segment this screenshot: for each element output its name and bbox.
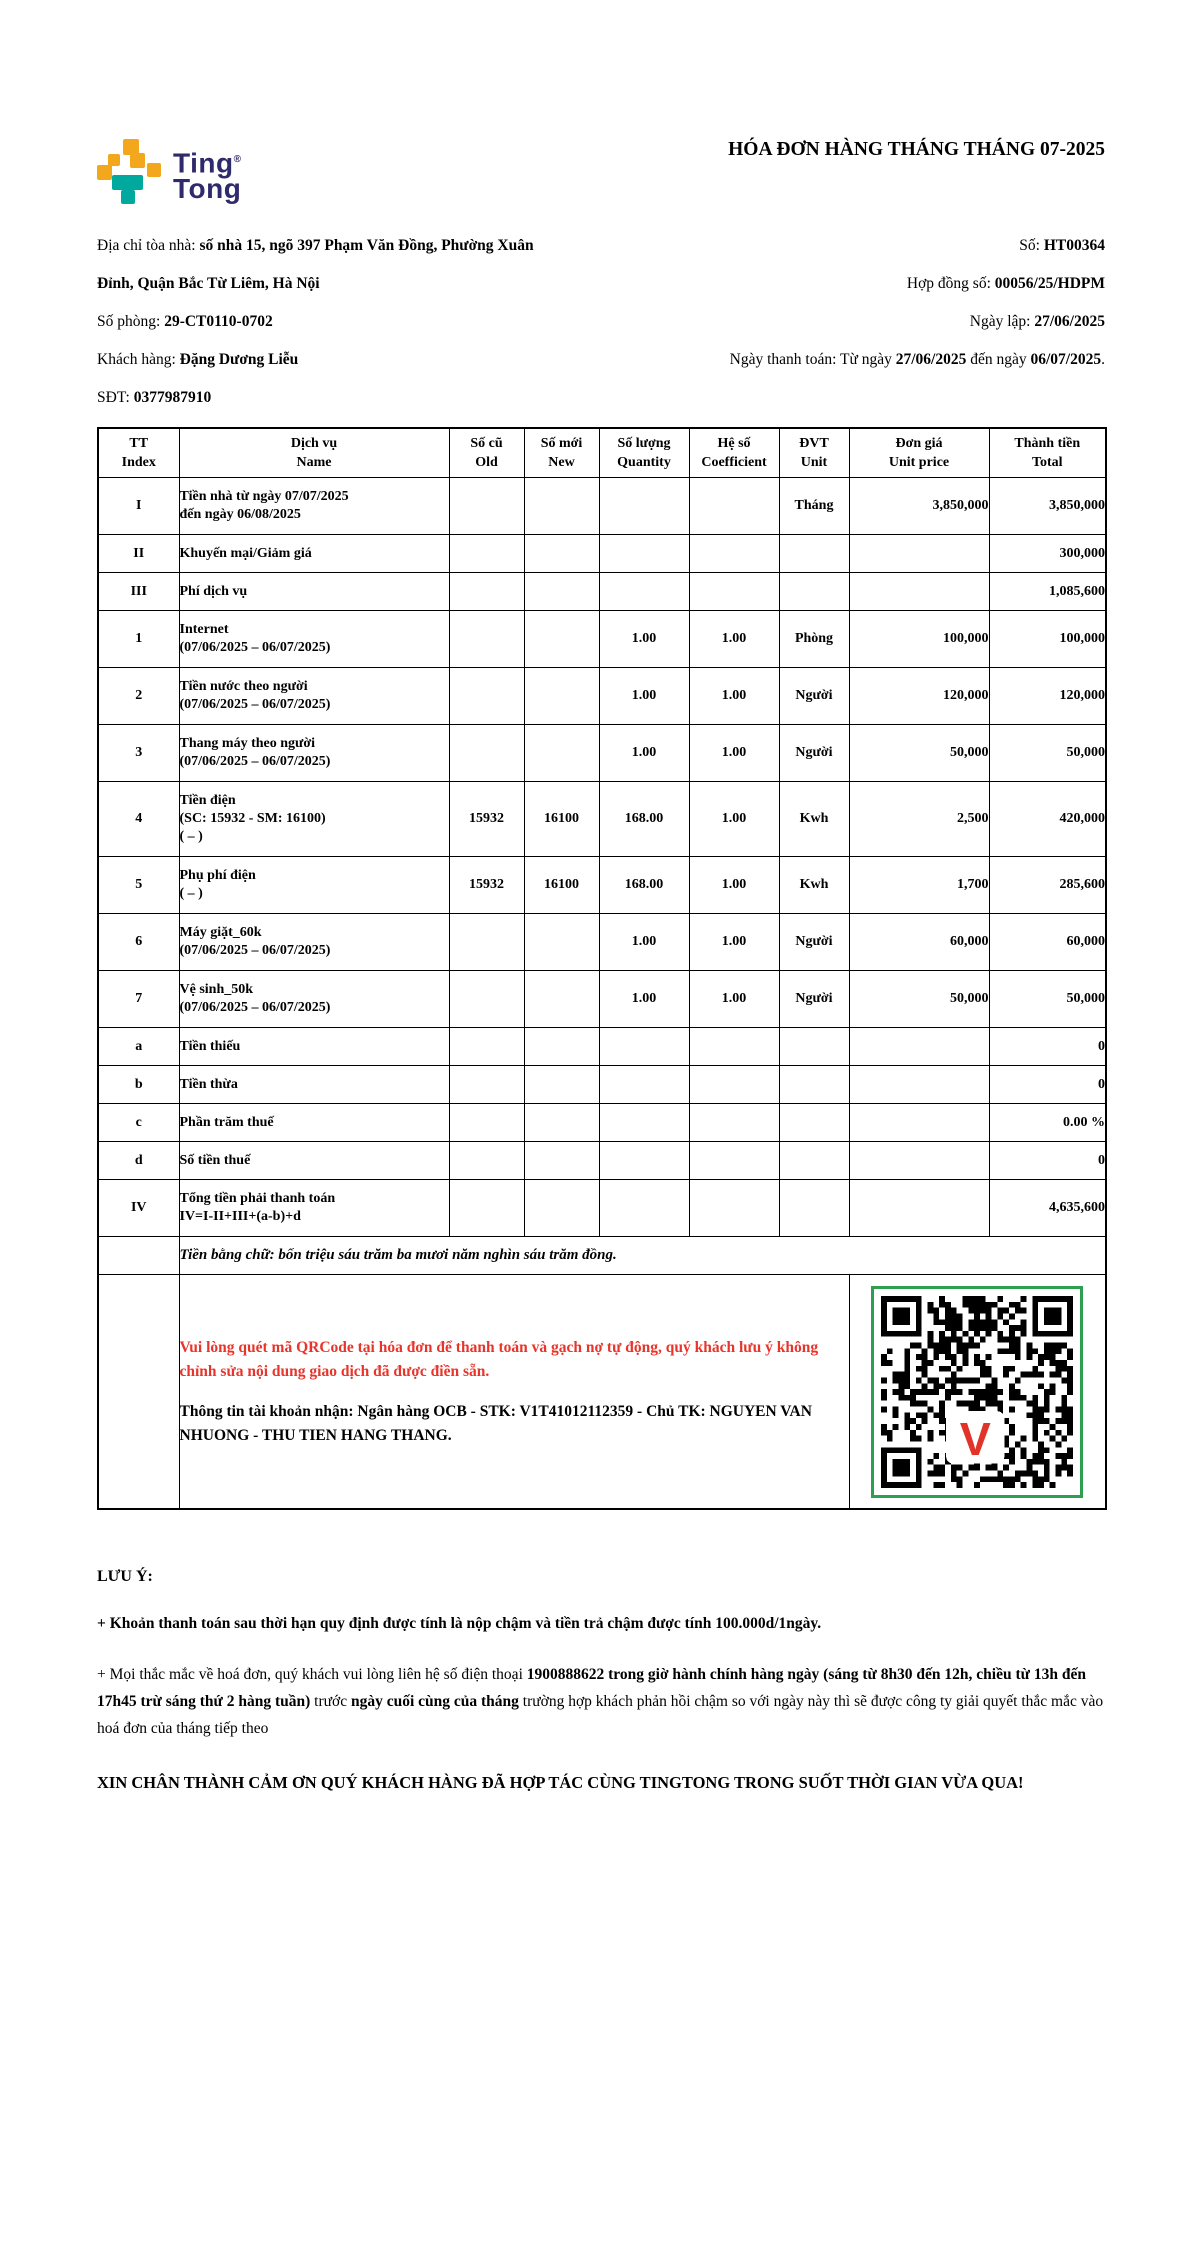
- cell-coef: [689, 573, 779, 611]
- cell-tt: [98, 1275, 179, 1510]
- table-header-cell: ĐVT Unit: [779, 428, 849, 478]
- cell-qty: [599, 1066, 689, 1104]
- table-row: [98, 914, 1106, 971]
- footer-note-late-fee: + Khoản thanh toán sau thời hạn quy định được tính là nộp chậm và tiền trả chậm được tính 100.000d/1ngày.: [97, 1615, 822, 1632]
- cell-tt: a: [98, 1028, 179, 1066]
- cell-qty: 1.00: [599, 914, 689, 971]
- header: [97, 95, 1105, 205]
- cell-unit: Phòng: [779, 611, 849, 668]
- info-line-left: Đỉnh, Quận Bắc Từ Liêm, Hà Nội: [97, 275, 320, 292]
- info-row: [97, 379, 1105, 417]
- cell-new: [524, 478, 599, 535]
- cell-price: 50,000: [849, 971, 989, 1028]
- cell-coef: [689, 1104, 779, 1142]
- qr-account-info: Thông tin tài khoản nhận: Ngân hàng OCB - STK: V1T41012112359 - Chủ TK: NGUYEN VAN NHUONG - THU TIEN HANG THANG.: [179, 1402, 812, 1444]
- cell-coef: 1.00: [689, 668, 779, 725]
- table-row: [98, 611, 1106, 668]
- table-header-cell: Số mới New: [524, 428, 599, 478]
- cell-total: 4,635,600: [989, 1180, 1106, 1237]
- cell-price: [849, 1104, 989, 1142]
- cell-total: 0: [989, 1028, 1106, 1066]
- cell-old: 15932: [449, 782, 524, 857]
- cell-price: 100,000: [849, 611, 989, 668]
- cell-qty: 1.00: [599, 725, 689, 782]
- cell-new: [524, 573, 599, 611]
- amount-in-words-row: [98, 1237, 1106, 1275]
- info-line-left: Khách hàng: Đặng Dương Liễu: [97, 351, 299, 368]
- cell-price: [849, 1180, 989, 1237]
- cell-qty: [599, 1180, 689, 1237]
- cell-old: [449, 914, 524, 971]
- cell-name: Tiền nước theo người (07/06/2025 – 06/07/2025): [179, 668, 449, 725]
- cell-coef: 1.00: [689, 611, 779, 668]
- cell-new: [524, 611, 599, 668]
- table-header-row: [98, 428, 1106, 478]
- cell-old: 15932: [449, 857, 524, 914]
- table-row: [98, 725, 1106, 782]
- cell-tt: c: [98, 1104, 179, 1142]
- cell-name: Internet (07/06/2025 – 06/07/2025): [179, 611, 449, 668]
- tingtong-pixel-tree-icon: [97, 139, 161, 205]
- cell-unit: Người: [779, 725, 849, 782]
- cell-total: 285,600: [989, 857, 1106, 914]
- cell-tt: 3: [98, 725, 179, 782]
- cell-name: Phí dịch vụ: [179, 573, 449, 611]
- cell-qty: [599, 573, 689, 611]
- cell-total: 100,000: [989, 611, 1106, 668]
- cell-price: [849, 1028, 989, 1066]
- logo-wordmark: [173, 147, 242, 205]
- cell-coef: 1.00: [689, 857, 779, 914]
- cell-tt: 6: [98, 914, 179, 971]
- cell-new: [524, 971, 599, 1028]
- cell-coef: [689, 535, 779, 573]
- cell-qty: [599, 1142, 689, 1180]
- cell-price: [849, 1142, 989, 1180]
- cell-price: 60,000: [849, 914, 989, 971]
- cell-unit: Người: [779, 914, 849, 971]
- table-header-cell: Đơn giá Unit price: [849, 428, 989, 478]
- cell-coef: [689, 1028, 779, 1066]
- cell-coef: [689, 478, 779, 535]
- cell-name: Tiền thừa: [179, 1066, 449, 1104]
- logo-line1: Ting: [173, 147, 234, 179]
- cell-name: Tiền nhà từ ngày 07/07/2025 đến ngày 06/08/2025: [179, 478, 449, 535]
- cell-total: 420,000: [989, 782, 1106, 857]
- cell-name: Máy giặt_60k (07/06/2025 – 06/07/2025): [179, 914, 449, 971]
- cell-unit: [779, 1066, 849, 1104]
- cell-new: 16100: [524, 857, 599, 914]
- cell-unit: [779, 1028, 849, 1066]
- invoice-title: HÓA ĐƠN HÀNG THÁNG THÁNG 07-2025: [728, 139, 1105, 160]
- cell-total: 0.00 %: [989, 1104, 1106, 1142]
- cell-qty: [599, 535, 689, 573]
- table-header-cell: Số lượng Quantity: [599, 428, 689, 478]
- cell-price: [849, 535, 989, 573]
- svg-text:V: V: [959, 1412, 992, 1465]
- cell-tt: b: [98, 1066, 179, 1104]
- cell-old: [449, 1180, 524, 1237]
- cell-qty: 1.00: [599, 611, 689, 668]
- cell-qty: 1.00: [599, 971, 689, 1028]
- cell-coef: 1.00: [689, 971, 779, 1028]
- cell-unit: Người: [779, 668, 849, 725]
- cell-name: Vệ sinh_50k (07/06/2025 – 06/07/2025): [179, 971, 449, 1028]
- table-row: [98, 668, 1106, 725]
- info-line-right: [697, 379, 1105, 417]
- cell-old: [449, 535, 524, 573]
- cell-tt: 4: [98, 782, 179, 857]
- table-row: [98, 857, 1106, 914]
- cell-old: [449, 1066, 524, 1104]
- cell-unit: [779, 1104, 849, 1142]
- cell-unit: [779, 1180, 849, 1237]
- cell-coef: 1.00: [689, 782, 779, 857]
- cell-name: Phụ phí điện ( – ): [179, 857, 449, 914]
- info-section: [97, 227, 1105, 417]
- info-row: [97, 265, 1105, 303]
- cell-unit: [779, 1142, 849, 1180]
- qr-code: [871, 1286, 1083, 1498]
- cell-name: Khuyến mại/Giảm giá: [179, 535, 449, 573]
- qr-logo-v: [946, 1411, 1004, 1465]
- table-row: [98, 1142, 1106, 1180]
- cell-total: 0: [989, 1066, 1106, 1104]
- qr-code-cell: [849, 1275, 1106, 1510]
- info-row: [97, 227, 1105, 265]
- cell-qty: [599, 478, 689, 535]
- cell-qty: [599, 1104, 689, 1142]
- table-row: [98, 971, 1106, 1028]
- cell-coef: [689, 1180, 779, 1237]
- cell-qty: 168.00: [599, 857, 689, 914]
- cell-unit: Kwh: [779, 782, 849, 857]
- info-line-right: Số: HT00364: [1019, 237, 1105, 254]
- info-line-right: Ngày lập: 27/06/2025: [969, 313, 1105, 330]
- cell-tt: d: [98, 1142, 179, 1180]
- cell-coef: [689, 1142, 779, 1180]
- cell-price: 50,000: [849, 725, 989, 782]
- cell-new: [524, 668, 599, 725]
- tingtong-logo: [97, 139, 241, 205]
- cell-name: Phần trăm thuế: [179, 1104, 449, 1142]
- cell-new: [524, 1066, 599, 1104]
- info-row: [97, 341, 1105, 379]
- cell-new: 16100: [524, 782, 599, 857]
- thank-you-note: XIN CHÂN THÀNH CẢM ƠN QUÝ KHÁCH HÀNG ĐÃ HỢP TÁC CÙNG TINGTONG TRONG SUỐT THỜI GIAN VỪA QUA!: [97, 1773, 1024, 1792]
- cell-total: 120,000: [989, 668, 1106, 725]
- cell-tt: IV: [98, 1180, 179, 1237]
- registered-mark: ®: [233, 154, 242, 165]
- invoice-table: [97, 427, 1107, 1510]
- info-line-left: Địa chỉ tòa nhà: số nhà 15, ngõ 397 Phạm Văn Đồng, Phường Xuân: [97, 237, 534, 254]
- cell-old: [449, 573, 524, 611]
- table-row: [98, 1104, 1106, 1142]
- cell-tt: 7: [98, 971, 179, 1028]
- cell-unit: [779, 573, 849, 611]
- cell-total: 300,000: [989, 535, 1106, 573]
- cell-total: 0: [989, 1142, 1106, 1180]
- cell-qty: 1.00: [599, 668, 689, 725]
- cell-new: [524, 725, 599, 782]
- table-row: [98, 1028, 1106, 1066]
- cell-name: Thang máy theo người (07/06/2025 – 06/07/2025): [179, 725, 449, 782]
- table-header-cell: Hệ số Coefficient: [689, 428, 779, 478]
- cell-tt: I: [98, 478, 179, 535]
- table-row: [98, 573, 1106, 611]
- table-header-cell: Dịch vụ Name: [179, 428, 449, 478]
- footer-note-hotline: + Mọi thắc mắc về hoá đơn, quý khách vui lòng liên hệ số điện thoại 1900888622 trong giờ hành chính hàng ngày (sáng từ 8h30 đến 12h, chiều từ 13h đến 17h45 trừ sáng thứ 2 hàng tuần) trước ngày cuối cùng của tháng trường hợp khách phản hồi chậm so với ngày này thì sẽ được công ty giải quyết thắc mắc vào hoá đơn của tháng tiếp theo: [97, 1666, 1104, 1737]
- cell-price: 120,000: [849, 668, 989, 725]
- table-header-cell: TT Index: [98, 428, 179, 478]
- amount-in-words: Tiền bằng chữ: bốn triệu sáu trăm ba mươi năm nghìn sáu trăm đồng.: [179, 1237, 1106, 1275]
- cell-new: [524, 1180, 599, 1237]
- cell-tt: II: [98, 535, 179, 573]
- qr-notice: Vui lòng quét mã QRCode tại hóa đơn để thanh toán và gạch nợ tự động, quý khách lưu ý không chỉnh sửa nội dung giao dịch đã được điền sẵn.: [179, 1338, 819, 1380]
- info-line-left: SĐT: 0377987910: [97, 389, 212, 406]
- cell-tt: 2: [98, 668, 179, 725]
- cell-total: 3,850,000: [989, 478, 1106, 535]
- cell-total: 50,000: [989, 971, 1106, 1028]
- cell-unit: Kwh: [779, 857, 849, 914]
- qr-pattern: [881, 1296, 1073, 1488]
- table-row: [98, 1180, 1106, 1237]
- cell-qty: 168.00: [599, 782, 689, 857]
- info-line-right: Ngày thanh toán: Từ ngày 27/06/2025 đến ngày 06/07/2025.: [729, 351, 1105, 368]
- table-header-cell: Thành tiền Total: [989, 428, 1106, 478]
- cell-total: 60,000: [989, 914, 1106, 971]
- table-header-cell: Số cũ Old: [449, 428, 524, 478]
- cell-old: [449, 971, 524, 1028]
- cell-name: Tiền thiếu: [179, 1028, 449, 1066]
- cell-unit: [779, 535, 849, 573]
- cell-new: [524, 535, 599, 573]
- info-line-left: Số phòng: 29-CT0110-0702: [97, 313, 273, 330]
- cell-tt: [98, 1237, 179, 1275]
- cell-old: [449, 611, 524, 668]
- cell-old: [449, 1028, 524, 1066]
- cell-price: 2,500: [849, 782, 989, 857]
- cell-coef: [689, 1066, 779, 1104]
- cell-name: Tổng tiền phải thanh toán IV=I-II+III+(a-b)+d: [179, 1180, 449, 1237]
- info-line-right: Hợp đồng số: 00056/25/HDPM: [906, 275, 1105, 292]
- cell-qty: [599, 1028, 689, 1066]
- info-row: [97, 303, 1105, 341]
- cell-unit: Tháng: [779, 478, 849, 535]
- cell-price: [849, 573, 989, 611]
- table-row: [98, 478, 1106, 535]
- cell-old: [449, 478, 524, 535]
- table-row: [98, 1066, 1106, 1104]
- table-row: [98, 782, 1106, 857]
- cell-coef: 1.00: [689, 914, 779, 971]
- cell-price: [849, 1066, 989, 1104]
- logo-line2: Tong: [173, 173, 242, 205]
- cell-old: [449, 1142, 524, 1180]
- cell-price: 1,700: [849, 857, 989, 914]
- cell-tt: III: [98, 573, 179, 611]
- cell-coef: 1.00: [689, 725, 779, 782]
- cell-tt: 5: [98, 857, 179, 914]
- cell-total: 50,000: [989, 725, 1106, 782]
- cell-old: [449, 725, 524, 782]
- table-row: [98, 535, 1106, 573]
- footer-notes: [97, 1568, 1105, 1797]
- cell-new: [524, 1104, 599, 1142]
- cell-new: [524, 914, 599, 971]
- cell-tt: 1: [98, 611, 179, 668]
- cell-name: Số tiền thuế: [179, 1142, 449, 1180]
- cell-name: Tiền điện (SC: 15932 - SM: 16100) ( – ): [179, 782, 449, 857]
- cell-unit: Người: [779, 971, 849, 1028]
- cell-total: 1,085,600: [989, 573, 1106, 611]
- cell-new: [524, 1028, 599, 1066]
- cell-old: [449, 668, 524, 725]
- footer-heading: LƯU Ý:: [97, 1568, 153, 1585]
- cell-old: [449, 1104, 524, 1142]
- cell-new: [524, 1142, 599, 1180]
- cell-price: 3,850,000: [849, 478, 989, 535]
- qr-row: [98, 1275, 1106, 1510]
- qr-instructions-cell: [179, 1275, 849, 1510]
